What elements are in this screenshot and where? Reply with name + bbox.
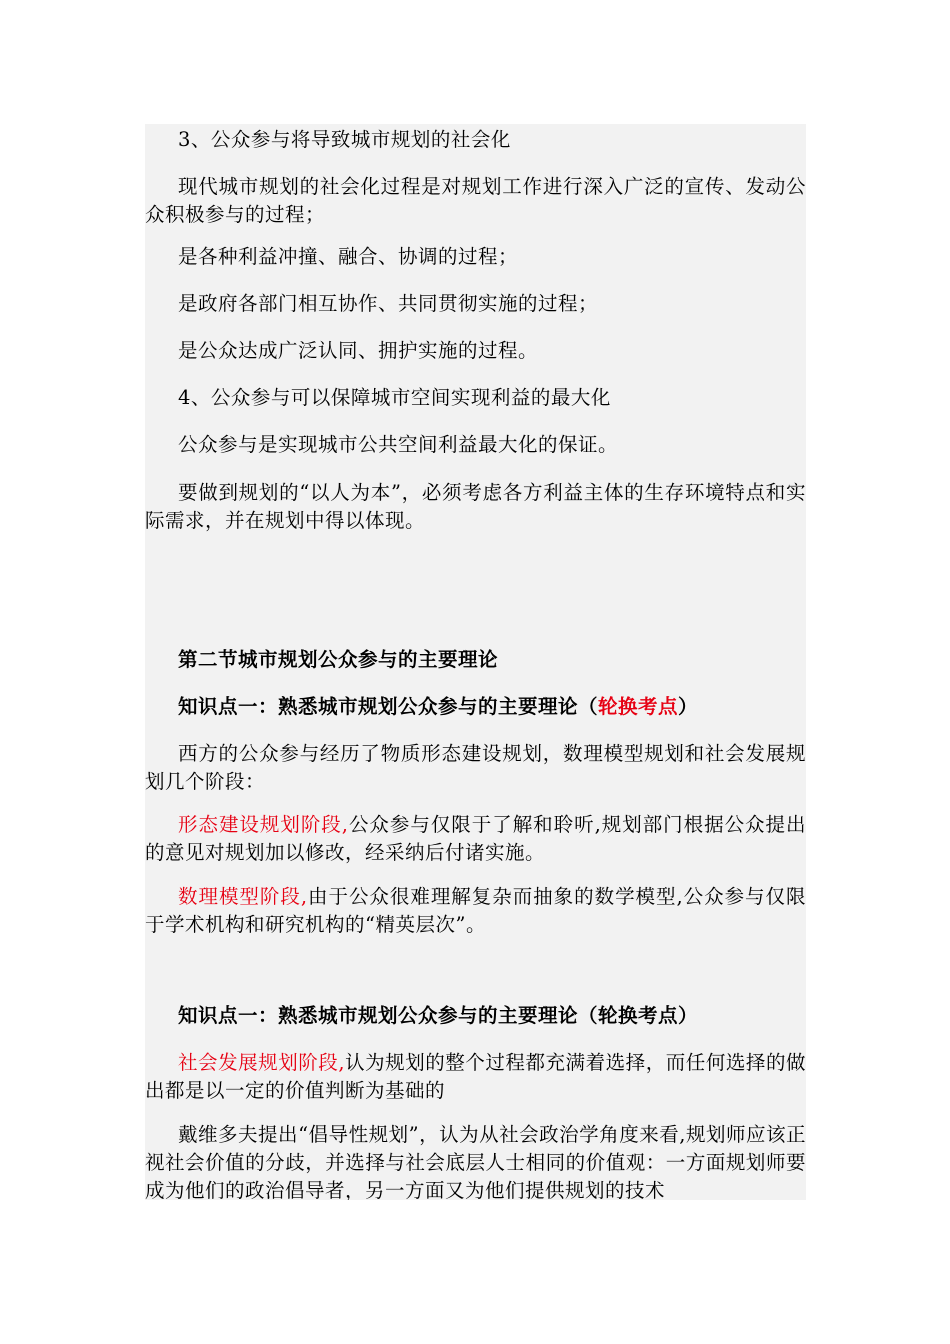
paragraph	[145, 1121, 806, 1200]
heading-text: 知识点一：熟悉城市规划公众参与的主要理论（轮换考点）	[178, 1004, 699, 1027]
knowledge-point-heading	[145, 693, 806, 721]
document-page-panel	[145, 124, 806, 1200]
paragraph-text: 4、公众参与可以保障城市空间实现利益的最大化	[178, 386, 611, 409]
highlight-text: 社会发展规划阶段,	[178, 1051, 346, 1074]
paragraph	[145, 1049, 806, 1105]
heading-text: 知识点一：熟悉城市规划公众参与的主要理论（	[178, 695, 599, 718]
paragraph-text: 是各种利益冲撞、融合、协调的过程；	[178, 245, 519, 268]
highlight-text: 轮换考点	[598, 695, 679, 718]
heading-tail: ）	[678, 695, 699, 718]
paragraph	[145, 243, 806, 271]
paragraph-text: 认为规划的整个过程都充满着选择，而任何选择的做出都是以一定的价值判断为基础的	[145, 1051, 806, 1102]
paragraph-text: 是公众达成广泛认同、拥护实施的过程。	[178, 339, 539, 362]
paragraph	[145, 479, 806, 535]
paragraph	[145, 740, 806, 796]
paragraph	[145, 431, 806, 459]
paragraph-text: 西方的公众参与经历了物质形态建设规划，数理模型规划和社会发展规划几个阶段：	[145, 742, 806, 793]
section-heading	[145, 646, 806, 674]
knowledge-point-heading	[145, 1002, 806, 1030]
paragraph-text: 公众参与是实现城市公共空间利益最大化的保证。	[178, 433, 619, 456]
list-item-4	[145, 384, 806, 412]
heading-text: 第二节城市规划公众参与的主要理论	[178, 648, 499, 671]
paragraph	[145, 290, 806, 318]
paragraph-text: 戴维多夫提出“倡导性规划”，认为从社会政治学角度来看,规划师应该正视社会价值的分歧，并选择与社会底层人士相同的价值观：一方面规划师要成为他们的政治倡导者，另一方面又为他们提供规划的技术	[145, 1123, 806, 1200]
highlight-text: 形态建设规划阶段,	[178, 813, 349, 836]
paragraph-text: 由于公众很难理解复杂而抽象的数学模型,公众参与仅限于学术机构和研究机构的“精英层次”。	[145, 885, 806, 936]
paragraph	[145, 173, 806, 229]
highlight-text: 数理模型阶段,	[178, 885, 308, 908]
list-item-3	[145, 126, 806, 154]
paragraph	[145, 337, 806, 365]
paragraph-text: 公众参与仅限于了解和聆听,规划部门根据公众提出的意见对规划加以修改，经采纳后付诸实施。	[145, 813, 806, 864]
paragraph	[145, 811, 806, 867]
paragraph-text: 是政府各部门相互协作、共同贯彻实施的过程；	[178, 292, 599, 315]
paragraph-text: 要做到规划的“以人为本”，必须考虑各方利益主体的生存环境特点和实际需求，并在规划中得以体现。	[145, 481, 806, 532]
paragraph-text: 3、公众参与将导致城市规划的社会化	[178, 128, 511, 151]
paragraph-text: 现代城市规划的社会化过程是对规划工作进行深入广泛的宣传、发动公众积极参与的过程；	[145, 175, 806, 226]
paragraph	[145, 883, 806, 939]
